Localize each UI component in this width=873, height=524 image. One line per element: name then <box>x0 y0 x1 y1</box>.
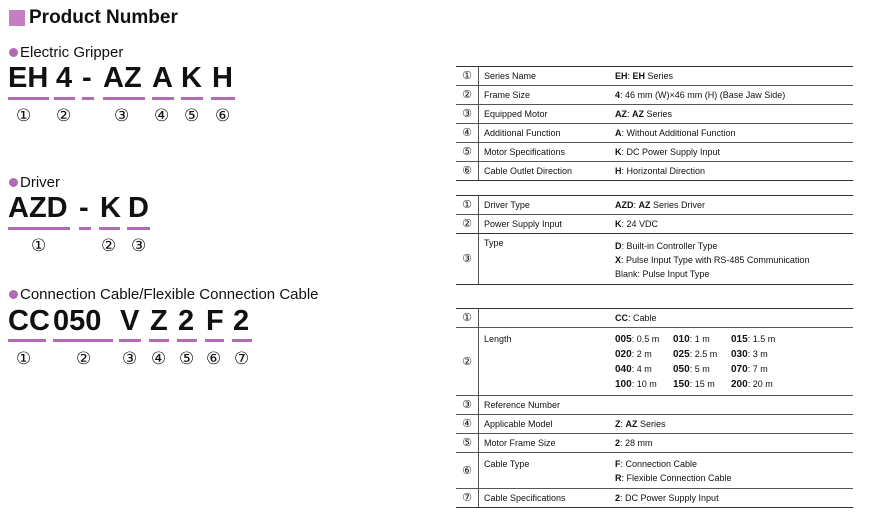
row-value <box>610 234 853 285</box>
code-segment: AZ <box>103 62 142 94</box>
code-letter: X <box>615 255 622 265</box>
row-label: Equipped Motor <box>479 105 611 124</box>
code-letter: F <box>615 459 621 469</box>
length-option <box>615 333 673 346</box>
row-value <box>610 162 853 181</box>
length-code: 200 <box>731 379 748 390</box>
length-value: : 0.5 m <box>631 334 660 344</box>
title-square-icon <box>9 10 25 26</box>
value-text: : Connection Cable <box>620 459 698 469</box>
value-text: : Built-in Controller Type <box>621 241 718 251</box>
bullet-icon <box>9 178 18 187</box>
underline <box>79 227 91 230</box>
row-label <box>479 309 611 328</box>
table-row <box>456 309 853 328</box>
underline <box>8 97 49 100</box>
code-letter: 4 <box>615 90 621 100</box>
row-number: ① <box>456 309 479 328</box>
code-segment: Z <box>150 305 168 337</box>
table-row <box>456 67 853 86</box>
length-value: : 2 m <box>631 349 652 359</box>
row-number: ① <box>456 196 479 215</box>
row-number: ③ <box>456 105 479 124</box>
row-label: Driver Type <box>479 196 611 215</box>
row-number: ① <box>456 67 479 86</box>
code-letter: K <box>615 147 622 157</box>
length-line <box>615 348 848 361</box>
position-number: ③ <box>122 349 138 368</box>
row-number: ⑦ <box>456 489 479 508</box>
code-segment: 4 <box>56 62 73 94</box>
table-row <box>456 143 853 162</box>
value-text: : <box>620 419 626 429</box>
row-number: ② <box>456 86 479 105</box>
underline <box>232 339 252 342</box>
length-option <box>673 378 731 391</box>
position-number: ① <box>16 349 32 368</box>
code-letter: A <box>615 128 622 138</box>
table-row <box>456 234 853 285</box>
position-number: ② <box>76 349 92 368</box>
code-letter: D <box>615 241 622 251</box>
value-text: Series <box>644 109 673 119</box>
row-number: ④ <box>456 124 479 143</box>
length-value: : 5 m <box>689 364 710 374</box>
underline <box>149 339 169 342</box>
length-option <box>615 378 673 391</box>
row-label: Applicable Model <box>479 415 611 434</box>
position-number: ③ <box>131 236 147 255</box>
length-option <box>731 333 791 346</box>
length-option <box>615 363 673 376</box>
code-segment: K <box>100 192 121 224</box>
row-value <box>610 453 853 489</box>
code-letter: CC <box>615 313 628 323</box>
row-value <box>610 309 853 328</box>
value-text: : Cable <box>628 313 657 323</box>
value-text: Series <box>637 419 666 429</box>
value-text: : Flexible Connection Cable <box>621 473 732 483</box>
table-row <box>456 434 853 453</box>
underline <box>54 97 75 100</box>
code-letter: AZD <box>615 200 634 210</box>
position-number: ⑦ <box>234 349 250 368</box>
value-text: : Pulse Input Type with RS-485 Communication <box>621 255 810 265</box>
length-code: 040 <box>615 364 632 375</box>
length-code: 005 <box>615 334 632 345</box>
table-row <box>456 328 853 396</box>
row-value <box>610 196 853 215</box>
table-row <box>456 415 853 434</box>
row-label: Additional Function <box>479 124 611 143</box>
underline <box>181 97 203 100</box>
underline <box>53 339 113 342</box>
table-row <box>456 215 853 234</box>
code-segment: H <box>212 62 233 94</box>
length-code: 025 <box>673 349 690 360</box>
position-number: ④ <box>154 106 170 125</box>
length-value: : 2.5 m <box>689 349 718 359</box>
section-title-cable: Connection Cable/Flexible Connection Cable <box>20 286 319 303</box>
length-value: : 4 m <box>631 364 652 374</box>
row-label: Cable Outlet Direction <box>479 162 611 181</box>
code-separator: - <box>79 192 89 224</box>
bullet-icon <box>9 48 18 57</box>
value-text: : Without Additional Function <box>621 128 736 138</box>
length-code: 015 <box>731 334 748 345</box>
code-letter: Z <box>615 419 621 429</box>
value-text: : <box>627 109 633 119</box>
code-letter: EH <box>615 71 628 81</box>
code-letter: H <box>615 166 622 176</box>
section-title-gripper: Electric Gripper <box>20 44 124 61</box>
underline <box>205 339 224 342</box>
row-value <box>610 215 853 234</box>
row-label: Motor Specifications <box>479 143 611 162</box>
row-number: ③ <box>456 234 479 285</box>
code-segment: 050 <box>53 305 102 337</box>
row-label: Motor Frame Size <box>479 434 611 453</box>
row-value <box>610 124 853 143</box>
section-title-driver: Driver <box>20 174 60 191</box>
code-letter: 2 <box>615 438 621 448</box>
value-text: : <box>627 71 633 81</box>
value-text: : Horizontal Direction <box>621 166 706 176</box>
code-letter: K <box>615 219 622 229</box>
row-value <box>610 489 853 508</box>
row-number: ⑥ <box>456 162 479 181</box>
table-row <box>456 105 853 124</box>
code-segment: A <box>152 62 173 94</box>
code-segment: D <box>128 192 149 224</box>
length-value: : 7 m <box>747 364 768 374</box>
row-label: Power Supply Input <box>479 215 611 234</box>
length-value: : 20 m <box>747 379 773 389</box>
length-line <box>615 363 848 376</box>
length-value: : 10 m <box>631 379 657 389</box>
bullet-icon <box>9 290 18 299</box>
code-segment: 2 <box>178 305 195 337</box>
underline <box>152 97 174 100</box>
row-number: ⑥ <box>456 453 479 489</box>
code-separator: - <box>82 62 92 94</box>
underline <box>177 339 197 342</box>
length-code: 020 <box>615 349 632 360</box>
underline <box>127 227 150 230</box>
value-text: : <box>633 200 639 210</box>
length-code: 100 <box>615 379 632 390</box>
row-label: Frame Size <box>479 86 611 105</box>
row-value <box>610 143 853 162</box>
row-number: ④ <box>456 415 479 434</box>
row-label: Cable Specifications <box>479 489 611 508</box>
table-row <box>456 196 853 215</box>
row-value <box>610 415 853 434</box>
table-row <box>456 489 853 508</box>
row-label: Reference Number <box>479 396 611 415</box>
value-text: : 46 mm (W)×46 mm (H) (Base Jaw Side) <box>620 90 786 100</box>
row-number: ⑤ <box>456 434 479 453</box>
code-segment: CC <box>8 305 50 337</box>
position-number: ① <box>16 106 32 125</box>
length-code: 010 <box>673 334 690 345</box>
value-text: : 28 mm <box>620 438 653 448</box>
length-option <box>731 348 791 361</box>
length-line <box>615 378 848 391</box>
length-option <box>731 378 791 391</box>
length-option <box>673 348 731 361</box>
value-text: Series Driver <box>650 200 706 210</box>
position-number: ③ <box>114 106 130 125</box>
code-letter: EH <box>632 71 646 81</box>
row-number: ⑤ <box>456 143 479 162</box>
length-code: 150 <box>673 379 690 390</box>
code-letter: AZ <box>615 109 627 119</box>
table-row <box>456 86 853 105</box>
length-code: 070 <box>731 364 748 375</box>
underline <box>82 97 94 100</box>
position-number: ② <box>56 106 72 125</box>
value-text: Blank: Pulse Input Type <box>615 269 710 279</box>
length-option <box>673 333 731 346</box>
code-segment: F <box>206 305 224 337</box>
row-label: Series Name <box>479 67 611 86</box>
table-row <box>456 396 853 415</box>
underline <box>211 97 235 100</box>
code-segment: 2 <box>233 305 250 337</box>
position-number: ⑥ <box>215 106 231 125</box>
code-segment: K <box>181 62 202 94</box>
position-number: ① <box>31 236 47 255</box>
position-number: ⑥ <box>206 349 222 368</box>
row-number: ③ <box>456 396 479 415</box>
position-number: ⑤ <box>184 106 200 125</box>
row-label: Type <box>479 234 611 285</box>
value-text: Series <box>645 71 674 81</box>
length-option <box>615 348 673 361</box>
code-letter: 2 <box>615 493 621 503</box>
length-code: 030 <box>731 349 748 360</box>
gripper-spec-table <box>456 66 853 181</box>
position-number: ⑤ <box>179 349 195 368</box>
code-letter: AZ <box>638 200 651 210</box>
value-text: : DC Power Supply Input <box>621 147 721 157</box>
cable-spec-table <box>456 308 853 508</box>
value-text: : 24 VDC <box>621 219 659 229</box>
table-row <box>456 453 853 489</box>
length-line <box>615 333 848 346</box>
code-letter: AZ <box>632 109 645 119</box>
value-text: : DC Power Supply Input <box>620 493 719 503</box>
driver-spec-table <box>456 195 853 285</box>
table-row <box>456 124 853 143</box>
underline <box>8 339 46 342</box>
code-letter: R <box>615 473 622 483</box>
code-segment: AZD <box>8 192 68 224</box>
length-code: 050 <box>673 364 690 375</box>
row-number: ② <box>456 328 479 396</box>
length-value: : 15 m <box>689 379 715 389</box>
row-label: Length <box>479 328 611 396</box>
row-value <box>610 67 853 86</box>
position-number: ④ <box>151 349 167 368</box>
length-value: : 1 m <box>689 334 710 344</box>
underline <box>119 339 141 342</box>
table-row <box>456 162 853 181</box>
row-value <box>610 396 853 415</box>
length-option <box>731 363 791 376</box>
length-value: : 3 m <box>747 349 768 359</box>
row-value <box>610 434 853 453</box>
code-segment: EH <box>8 62 49 94</box>
position-number: ② <box>101 236 117 255</box>
row-label: Cable Type <box>479 453 611 489</box>
length-value: : 1.5 m <box>747 334 776 344</box>
code-segment: V <box>120 305 140 337</box>
underline <box>8 227 70 230</box>
length-option <box>673 363 731 376</box>
code-letter: AZ <box>625 419 638 429</box>
row-value <box>610 86 853 105</box>
row-value <box>610 105 853 124</box>
row-value <box>610 328 853 396</box>
row-number: ② <box>456 215 479 234</box>
underline <box>99 227 120 230</box>
underline <box>103 97 145 100</box>
page-title: Product Number <box>29 7 178 28</box>
